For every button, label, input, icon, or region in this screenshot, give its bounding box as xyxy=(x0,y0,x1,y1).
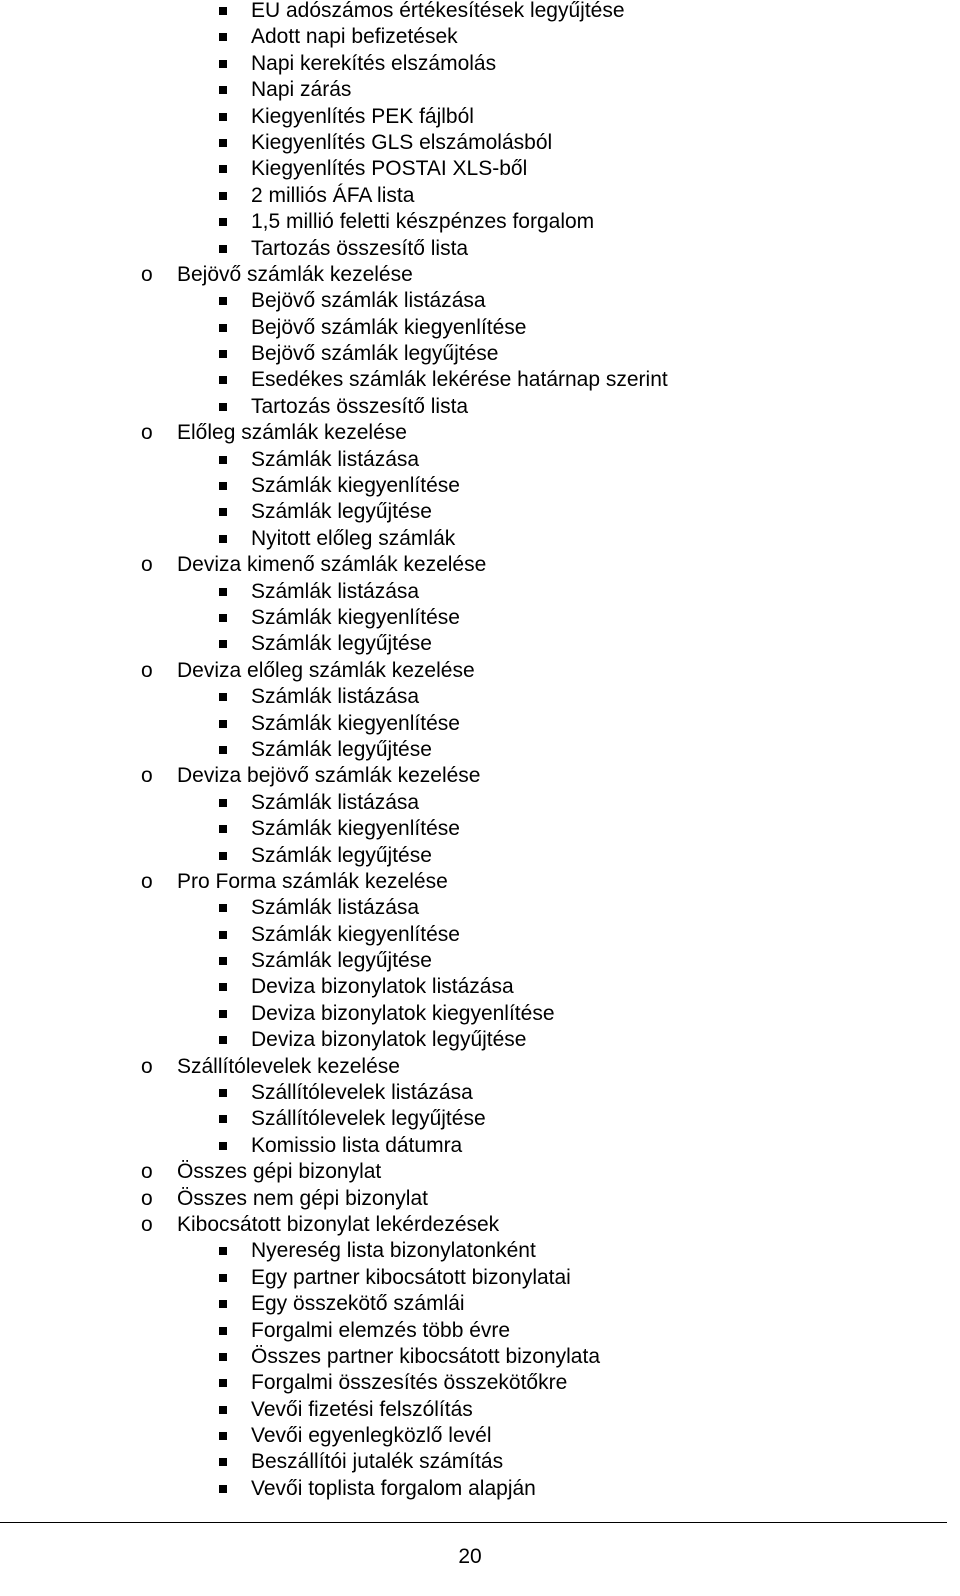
outline-item-text: Összes nem gépi bizonylat xyxy=(177,1186,428,1210)
square-bullet-icon xyxy=(219,33,227,41)
outline-section-item xyxy=(0,763,960,789)
outline-subitem xyxy=(0,895,960,921)
outline-subitem xyxy=(0,1318,960,1344)
square-bullet-icon xyxy=(219,1142,227,1150)
square-bullet-icon xyxy=(219,7,227,15)
square-bullet-icon xyxy=(219,218,227,226)
circle-bullet: o xyxy=(141,764,153,788)
outline-subitem xyxy=(0,367,960,393)
outline-subitem xyxy=(0,1080,960,1106)
outline-item-text: Esedékes számlák lekérése határnap szerint xyxy=(251,368,668,392)
square-bullet-icon xyxy=(219,825,227,833)
outline-section-item xyxy=(0,552,960,578)
outline-subitem xyxy=(0,1265,960,1291)
square-bullet-icon xyxy=(219,1458,227,1466)
page-number: 20 xyxy=(458,1545,482,1568)
square-bullet-icon xyxy=(219,139,227,147)
square-bullet-icon xyxy=(219,297,227,305)
outline-subitem xyxy=(0,790,960,816)
outline-item-text: Bejövő számlák listázása xyxy=(251,289,486,313)
outline-subitem xyxy=(0,1027,960,1053)
outline-item-text: Komissio lista dátumra xyxy=(251,1133,463,1157)
square-bullet-icon xyxy=(219,1485,227,1493)
square-bullet-icon xyxy=(219,1010,227,1018)
outline-item-text: Bejövő számlák legyűjtése xyxy=(251,342,499,366)
square-bullet-icon xyxy=(219,1379,227,1387)
outline-item-text: Deviza bizonylatok listázása xyxy=(251,975,514,999)
outline-subitem xyxy=(0,948,960,974)
outline-item-text: Számlák listázása xyxy=(251,447,420,471)
square-bullet-icon xyxy=(219,403,227,411)
outline-item-text: Számlák kiegyenlítése xyxy=(251,605,460,629)
outline-item-text: Számlák kiegyenlítése xyxy=(251,711,460,735)
outline-item-text: Bejövő számlák kezelése xyxy=(177,262,413,286)
square-bullet-icon xyxy=(219,983,227,991)
square-bullet-icon xyxy=(219,588,227,596)
outline-item-text: Számlák legyűjtése xyxy=(251,737,432,761)
outline-subitem xyxy=(0,631,960,657)
outline-subitem xyxy=(0,526,960,552)
outline-subitem xyxy=(0,0,960,24)
outline-section-item xyxy=(0,1186,960,1212)
outline-subitem xyxy=(0,579,960,605)
outline-subitem xyxy=(0,130,960,156)
outline-subitem xyxy=(0,1344,960,1370)
outline-item-text: Deviza bejövő számlák kezelése xyxy=(177,764,481,788)
outline-item-text: Nyereség lista bizonylatonként xyxy=(251,1239,536,1263)
outline-subitem xyxy=(0,1476,960,1502)
outline-item-text: Számlák legyűjtése xyxy=(251,500,432,524)
square-bullet-icon xyxy=(219,957,227,965)
outline-item-text: Összes partner kibocsátott bizonylata xyxy=(251,1344,601,1368)
outline-item-text: Számlák kiegyenlítése xyxy=(251,922,460,946)
outline-subitem xyxy=(0,711,960,737)
outline-subitem xyxy=(0,77,960,103)
circle-bullet: o xyxy=(141,421,153,445)
outline-item-text: Számlák legyűjtése xyxy=(251,632,432,656)
outline-item-text: Egy partner kibocsátott bizonylatai xyxy=(251,1265,571,1289)
outline-item-text: Összes gépi bizonylat xyxy=(177,1160,382,1184)
outline-item-text: 1,5 millió feletti készpénzes forgalom xyxy=(251,210,595,234)
outline-subitem xyxy=(0,394,960,420)
square-bullet-icon xyxy=(219,324,227,332)
outline-subitem xyxy=(0,1449,960,1475)
outline-item-text: Bejövő számlák kiegyenlítése xyxy=(251,315,527,339)
outline-subitem xyxy=(0,1423,960,1449)
outline-item-text: Számlák listázása xyxy=(251,896,420,920)
outline-subitem xyxy=(0,843,960,869)
outline-section-item xyxy=(0,420,960,446)
outline-subitem xyxy=(0,816,960,842)
outline-item-text: Kibocsátott bizonylat lekérdezések xyxy=(177,1212,500,1236)
square-bullet-icon xyxy=(219,1036,227,1044)
square-bullet-icon xyxy=(219,614,227,622)
square-bullet-icon xyxy=(219,456,227,464)
outline-subitem xyxy=(0,922,960,948)
outline-subitem xyxy=(0,974,960,1000)
square-bullet-icon xyxy=(219,245,227,253)
square-bullet-icon xyxy=(219,904,227,912)
square-bullet-icon xyxy=(219,482,227,490)
outline-item-text: Egy összekötő számlái xyxy=(251,1292,465,1316)
outline-item-text: Napi zárás xyxy=(251,78,352,102)
circle-bullet: o xyxy=(141,262,153,286)
footer-rule xyxy=(0,1522,947,1523)
outline-section-item xyxy=(0,1159,960,1185)
outline-subitem xyxy=(0,288,960,314)
outline-item-text: Kiegyenlítés PEK fájlból xyxy=(251,104,474,128)
outline-subitem xyxy=(0,341,960,367)
outline-subitem xyxy=(0,183,960,209)
outline-section-item xyxy=(0,869,960,895)
outline-item-text: 2 milliós ÁFA lista xyxy=(251,183,415,207)
outline-item-text: Számlák listázása xyxy=(251,579,420,603)
outline-item-text: Deviza bizonylatok legyűjtése xyxy=(251,1028,527,1052)
outline-item-text: Tartozás összesítő lista xyxy=(251,394,469,418)
outline-item-text: Szállítólevelek kezelése xyxy=(177,1054,400,1078)
outline-subitem xyxy=(0,1133,960,1159)
square-bullet-icon xyxy=(219,931,227,939)
outline-subitem xyxy=(0,737,960,763)
square-bullet-icon xyxy=(219,508,227,516)
square-bullet-icon xyxy=(219,1089,227,1097)
outline-subitem xyxy=(0,605,960,631)
square-bullet-icon xyxy=(219,86,227,94)
square-bullet-icon xyxy=(219,852,227,860)
circle-bullet: o xyxy=(141,1212,153,1236)
outline-item-text: Kiegyenlítés POSTAI XLS-ből xyxy=(251,157,528,181)
square-bullet-icon xyxy=(219,640,227,648)
outline-item-text: Forgalmi összesítés összekötőkre xyxy=(251,1371,568,1395)
outline-subitem xyxy=(0,1106,960,1132)
circle-bullet: o xyxy=(141,1186,153,1210)
square-bullet-icon xyxy=(219,1432,227,1440)
outline-subitem xyxy=(0,1001,960,1027)
outline-item-text: Számlák kiegyenlítése xyxy=(251,817,460,841)
square-bullet-icon xyxy=(219,1115,227,1123)
square-bullet-icon xyxy=(219,376,227,384)
outline-section-item xyxy=(0,1212,960,1238)
outline-item-text: Előleg számlák kezelése xyxy=(177,421,407,445)
square-bullet-icon xyxy=(219,1247,227,1255)
outline-item-text: EU adószámos értékesítések legyűjtése xyxy=(251,0,625,22)
circle-bullet: o xyxy=(141,553,153,577)
outline-subitem xyxy=(0,1370,960,1396)
circle-bullet: o xyxy=(141,658,153,682)
square-bullet-icon xyxy=(219,1327,227,1335)
outline-subitem xyxy=(0,156,960,182)
square-bullet-icon xyxy=(219,720,227,728)
outline-subitem xyxy=(0,684,960,710)
circle-bullet: o xyxy=(141,1160,153,1184)
outline-item-text: Deviza előleg számlák kezelése xyxy=(177,658,475,682)
outline-item-text: Tartozás összesítő lista xyxy=(251,236,469,260)
square-bullet-icon xyxy=(219,746,227,754)
square-bullet-icon xyxy=(219,113,227,121)
square-bullet-icon xyxy=(219,350,227,358)
outline-subitem xyxy=(0,447,960,473)
outline-subitem xyxy=(0,1397,960,1423)
outline-item-text: Számlák legyűjtése xyxy=(251,949,432,973)
outline-item-text: Vevői toplista forgalom alapján xyxy=(251,1476,536,1500)
outline-section-item xyxy=(0,262,960,288)
circle-bullet: o xyxy=(141,1054,153,1078)
square-bullet-icon xyxy=(219,60,227,68)
square-bullet-icon xyxy=(219,165,227,173)
outline-item-text: Szállítólevelek legyűjtése xyxy=(251,1107,486,1131)
outline-subitem xyxy=(0,236,960,262)
outline-subitem xyxy=(0,104,960,130)
outline-item-text: Kiegyenlítés GLS elszámolásból xyxy=(251,130,553,154)
outline-item-text: Napi kerekítés elszámolás xyxy=(251,51,497,75)
outline-item-text: Adott napi befizetések xyxy=(251,25,458,49)
outline-item-text: Beszállítói jutalék számítás xyxy=(251,1450,504,1474)
outline-item-text: Deviza bizonylatok kiegyenlítése xyxy=(251,1001,555,1025)
outline-item-text: Pro Forma számlák kezelése xyxy=(177,869,448,893)
circle-bullet: o xyxy=(141,869,153,893)
outline-subitem xyxy=(0,209,960,235)
square-bullet-icon xyxy=(219,799,227,807)
outline-section-item xyxy=(0,658,960,684)
outline-subitem xyxy=(0,1238,960,1264)
outline-item-text: Nyitott előleg számlák xyxy=(251,526,456,550)
outline-item-text: Számlák listázása xyxy=(251,790,420,814)
outline-subitem xyxy=(0,1291,960,1317)
outline-subitem xyxy=(0,315,960,341)
outline-item-text: Számlák kiegyenlítése xyxy=(251,474,460,498)
square-bullet-icon xyxy=(219,1353,227,1361)
outline-section-item xyxy=(0,1054,960,1080)
square-bullet-icon xyxy=(219,693,227,701)
outline-item-text: Deviza kimenő számlák kezelése xyxy=(177,553,487,577)
outline-subitem xyxy=(0,24,960,50)
outline-item-text: Vevői fizetési felszólítás xyxy=(251,1397,473,1421)
outline-subitem xyxy=(0,499,960,525)
square-bullet-icon xyxy=(219,1274,227,1282)
square-bullet-icon xyxy=(219,1406,227,1414)
outline-item-text: Számlák legyűjtése xyxy=(251,843,432,867)
square-bullet-icon xyxy=(219,535,227,543)
outline-item-text: Szállítólevelek listázása xyxy=(251,1081,473,1105)
outline-item-text: Vevői egyenlegközlő levél xyxy=(251,1424,492,1448)
outline-subitem xyxy=(0,473,960,499)
outline-subitem xyxy=(0,51,960,77)
square-bullet-icon xyxy=(219,192,227,200)
outline-item-text: Forgalmi elemzés több évre xyxy=(251,1318,511,1342)
square-bullet-icon xyxy=(219,1300,227,1308)
outline-item-text: Számlák listázása xyxy=(251,685,420,709)
